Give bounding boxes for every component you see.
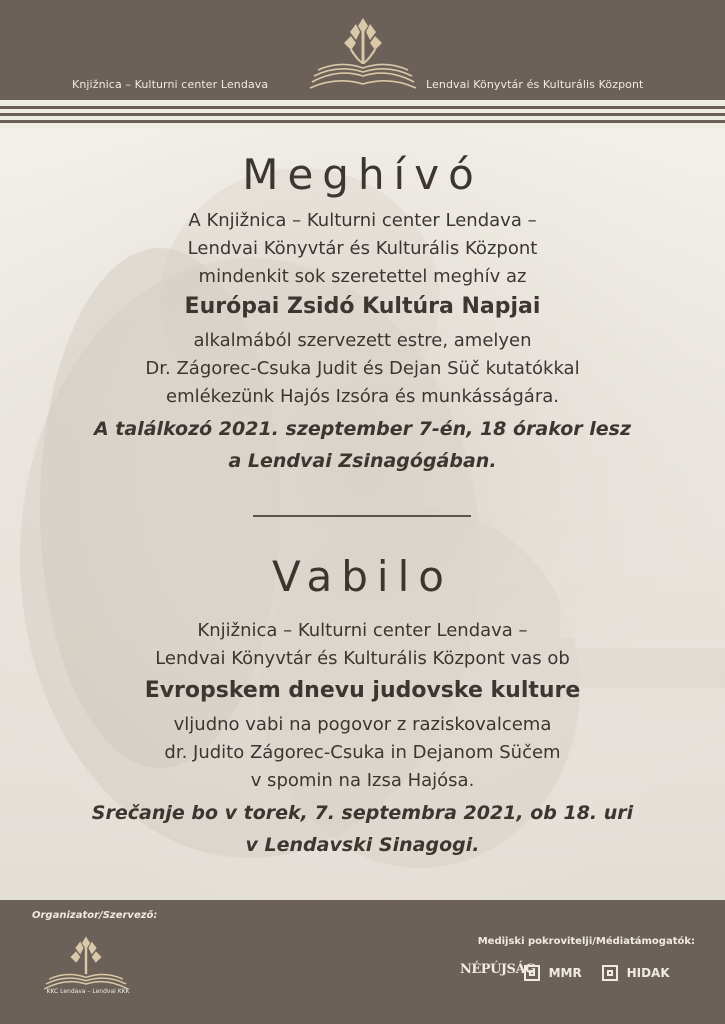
slovene-line: vljudno vabi na pogovor z raziskovalcema [173, 714, 552, 735]
slovene-line: dr. Judito Zágorec-Csuka in Dejanom Süčem [164, 742, 561, 763]
slovene-line: Knjižnica – Kulturni center Lendava – [197, 620, 528, 641]
media-sponsors-label: Medijski pokrovitelji/Médiatámogatók: [477, 936, 695, 947]
slovene-line: v spomin na Izsa Hajósa. [250, 770, 475, 791]
hungarian-line: Lendvai Könyvtár és Kulturális Központ [187, 238, 538, 259]
hungarian-event-name: Európai Zsidó Kultúra Napjai [184, 294, 541, 319]
header-stripe [0, 113, 725, 116]
hungarian-date: A találkozó 2021. szeptember 7-én, 18 órakor lesz [93, 418, 632, 440]
sponsor-nepujsag: NÉPÚJSÁG [460, 962, 536, 977]
footer-band [0, 900, 725, 1024]
slovene-event-name: Evropskem dnevu judovske kulture [144, 678, 581, 703]
hidak-logo-icon [602, 965, 618, 981]
hungarian-line: alkalmából szervezett estre, amelyen [193, 330, 532, 351]
hungarian-line: A Knjižnica – Kulturni center Lendava – [188, 210, 537, 231]
organizer-caption: KKC Lendava – Lendvai KKK [46, 988, 130, 995]
hungarian-line: Dr. Zágorec-Csuka Judit és Dejan Süč kutatókkal [145, 358, 580, 379]
hungarian-line: emlékezünk Hajós Izsóra és munkásságára. [166, 386, 559, 407]
header-right-text: Lendvai Könyvtár és Kulturális Központ [426, 78, 644, 91]
sponsor-mmr [524, 962, 582, 981]
book-wheat-logo-icon [306, 10, 420, 98]
hungarian-venue: a Lendvai Zsinagógában. [228, 450, 497, 472]
header-left-text: Knjižnica – Kulturni center Lendava [72, 78, 269, 91]
slovene-line: Lendvai Könyvtár és Kulturális Központ vas ob [155, 648, 570, 669]
invitation-content [0, 128, 725, 900]
mmr-logo-icon [524, 965, 540, 981]
slovene-date: Srečanje bo v torek, 7. septembra 2021, ob 18. uri [91, 802, 634, 824]
header-stripe [0, 120, 725, 123]
hungarian-line: mindenkit sok szeretettel meghív az [198, 266, 527, 287]
sponsor-hidak [602, 962, 670, 981]
organizer-label: Organizator/Szervező: [32, 910, 158, 921]
sponsor-hidak-label: HIDAK [626, 965, 670, 980]
sponsor-mmr-label: MMR [548, 965, 582, 980]
slovene-title: Vabilo [272, 552, 453, 601]
hungarian-title: Meghívó [242, 150, 483, 199]
slovene-venue: v Lendavski Sinagogi. [245, 834, 480, 856]
header-band [0, 0, 725, 100]
header-stripe [0, 106, 725, 109]
section-divider [253, 515, 471, 517]
